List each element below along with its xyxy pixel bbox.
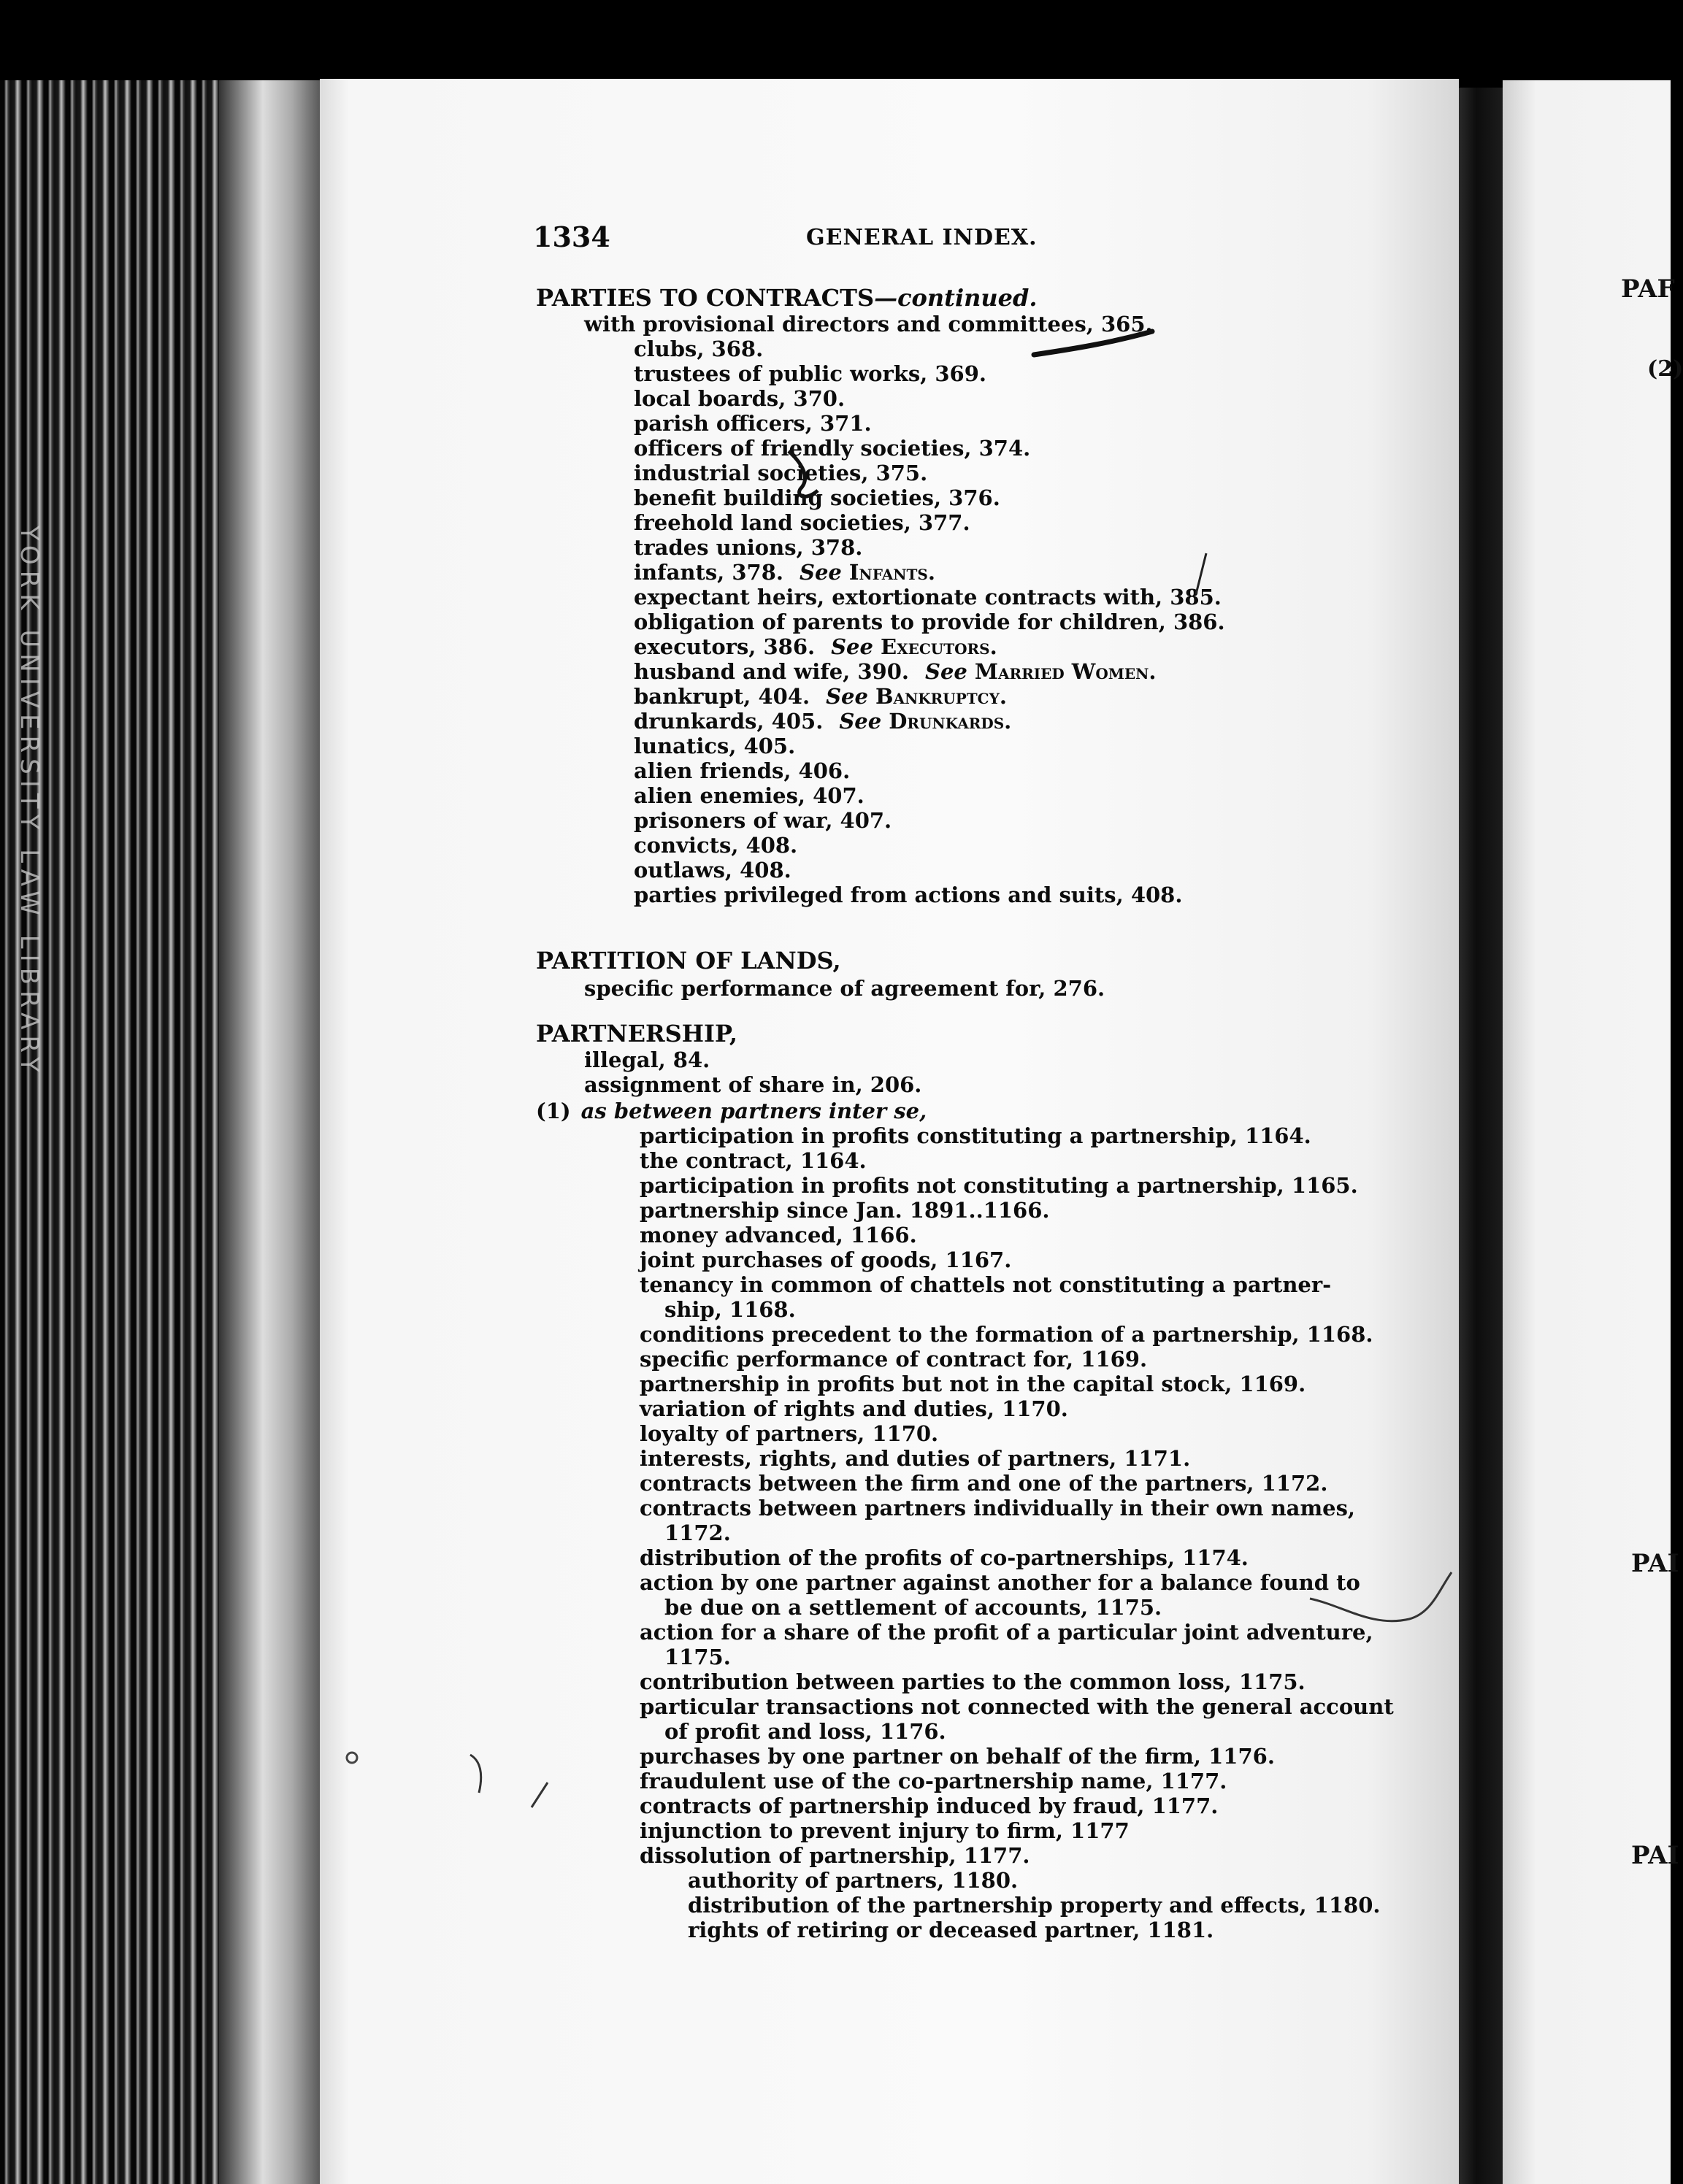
entry-text: fraudulent use of the co-partnership name, 1177. <box>640 1769 1227 1793</box>
entry-text: outlaws, 408. <box>634 858 791 883</box>
entry-text: authority of partners, 1180. <box>688 1868 1019 1893</box>
index-entry <box>584 1073 921 1096</box>
entry-text: clubs, 368. <box>634 337 764 361</box>
entry-text: benefit building societies, 376. <box>634 485 1000 510</box>
index-entry <box>664 1645 731 1669</box>
entry-text: tenancy in common of chattels not constituting a partner- <box>640 1272 1332 1297</box>
index-entry <box>634 883 1182 907</box>
index-entry <box>584 1048 710 1072</box>
entry-text: purchases by one partner on behalf of the firm, 1176. <box>640 1744 1275 1769</box>
right-page-fragment: PAI <box>1631 1841 1679 1870</box>
entry-text: particular transactions not connected with the general account <box>640 1694 1394 1719</box>
entry-text: freehold land societies, 377. <box>634 510 970 535</box>
cross-reference-target: Married Women. <box>974 659 1157 684</box>
entry-text: specific performance of contract for, 1169. <box>640 1347 1148 1372</box>
entry-text: prisoners of war, 407. <box>634 808 892 833</box>
index-entry <box>640 1571 1360 1594</box>
entry-text: participation in profits not constituting a partnership, 1165. <box>640 1173 1358 1198</box>
entry-text: conditions precedent to the formation of a partnership, 1168. <box>640 1322 1373 1347</box>
entry-text: injunction to prevent injury to firm, 1177 <box>640 1818 1130 1843</box>
pen-hook-mark <box>464 1749 494 1800</box>
entry-text: action for a share of the profit of a particular joint adventure, <box>640 1620 1373 1645</box>
entry-text: with provisional directors and committees, 365. <box>584 312 1153 337</box>
index-entry <box>640 1472 1327 1495</box>
entry-text: partnership in profits but not in the capital stock, 1169. <box>640 1372 1306 1396</box>
right-page-fragment: (2) <box>1647 356 1683 382</box>
index-entry <box>640 1149 867 1172</box>
entry-text: joint purchases of goods, 1167. <box>640 1247 1012 1272</box>
see-reference: See <box>800 560 842 585</box>
entry-text: trustees of public works, 369. <box>634 361 986 386</box>
entry-text: parish officers, 371. <box>634 411 872 436</box>
entry-text: loyalty of partners, 1170. <box>640 1421 939 1446</box>
index-entry <box>634 685 1007 708</box>
entry-text: local boards, 370. <box>634 386 846 411</box>
see-reference: See <box>839 709 882 734</box>
pen-check-mark <box>774 442 832 515</box>
index-entry <box>664 1720 946 1743</box>
index-entry <box>640 1323 1373 1346</box>
entry-text: 1175. <box>664 1645 731 1669</box>
index-entry <box>536 1099 927 1123</box>
index-entry <box>634 710 1011 733</box>
index-entry <box>640 1819 1130 1842</box>
index-entry <box>634 784 864 807</box>
entry-text: partnership since Jan. 1891..1166. <box>640 1198 1050 1223</box>
index-entry <box>640 1397 1068 1420</box>
index-entry <box>664 1521 731 1545</box>
index-entry <box>640 1670 1306 1693</box>
entry-text: PARTNERSHIP, <box>536 1020 738 1047</box>
index-entry <box>640 1273 1331 1296</box>
cross-reference-target: Bankruptcy. <box>875 684 1007 709</box>
dust-speck <box>343 1749 361 1766</box>
right-page-fragment: PAF <box>1621 274 1675 304</box>
index-entry <box>640 1248 1011 1272</box>
index-entry <box>640 1769 1227 1793</box>
entry-text: bankrupt, 404. <box>634 684 810 709</box>
index-entry <box>536 1022 737 1045</box>
index-entry <box>640 1620 1373 1644</box>
index-entry <box>634 561 935 584</box>
entry-italic-note: —continued. <box>874 284 1038 312</box>
entry-text: lunatics, 405. <box>634 734 796 758</box>
index-entry <box>640 1199 1050 1222</box>
index-entry <box>664 1596 1162 1619</box>
entry-text: obligation of parents to provide for children, 386. <box>634 610 1225 634</box>
entry-text: contracts of partnership induced by fraud, 1177. <box>640 1793 1219 1818</box>
index-entry <box>634 610 1225 634</box>
entry-text: industrial societies, 375. <box>634 461 928 485</box>
entry-text: trades unions, 378. <box>634 535 863 560</box>
entry-text: PARTITION OF LANDS, <box>536 947 841 974</box>
index-entry <box>640 1794 1218 1818</box>
entry-text: money advanced, 1166. <box>640 1223 917 1247</box>
index-entry <box>634 536 862 559</box>
index-entry <box>664 1298 796 1321</box>
pen-tick-mark <box>526 1778 555 1815</box>
entry-text: assignment of share in, 206. <box>584 1072 922 1097</box>
entry-text: specific performance of agreement for, 276. <box>584 976 1105 1001</box>
index-entry <box>640 1844 1030 1867</box>
index-entry <box>640 1447 1190 1470</box>
library-stamp: YORK UNIVERSITY LAW LIBRARY <box>15 526 44 1078</box>
entry-text: rights of retiring or deceased partner, 1181. <box>688 1918 1214 1942</box>
index-entry <box>640 1422 938 1445</box>
index-entry <box>640 1546 1249 1569</box>
cross-reference-target: Executors. <box>880 634 997 659</box>
entry-text: variation of rights and duties, 1170. <box>640 1396 1068 1421</box>
index-entry <box>640 1695 1394 1718</box>
index-entry <box>640 1174 1358 1197</box>
entry-text: distribution of the profits of co-partnerships, 1174. <box>640 1545 1249 1570</box>
entry-text: drunkards, 405. <box>634 709 824 734</box>
entry-text: expectant heirs, extortionate contracts with, 385. <box>634 585 1222 610</box>
entry-text: be due on a settlement of accounts, 1175. <box>664 1595 1162 1620</box>
index-entry <box>640 1372 1306 1396</box>
entry-text: officers of friendly societies, 374. <box>634 436 1031 461</box>
index-entry <box>640 1745 1275 1768</box>
right-page-fragment: PAI <box>1631 1549 1679 1578</box>
index-entry <box>634 759 850 783</box>
entry-text: of profit and loss, 1176. <box>664 1719 946 1744</box>
pen-underline-mark <box>1030 321 1161 365</box>
entry-text: ship, 1168. <box>664 1297 796 1322</box>
index-entry <box>584 977 1105 1000</box>
page-number: 1334 <box>533 220 610 253</box>
entry-text: alien friends, 406. <box>634 758 851 783</box>
index-entry <box>688 1893 1381 1917</box>
pen-stroke-mark <box>1190 549 1212 600</box>
index-entry <box>634 337 763 361</box>
entry-text: contracts between partners individually in their own names, <box>640 1496 1356 1520</box>
entry-italic-note: as between partners inter se, <box>580 1099 927 1123</box>
index-entry <box>634 362 986 385</box>
entry-text: convicts, 408. <box>634 833 798 858</box>
index-entry <box>634 734 795 758</box>
index-entry <box>640 1124 1311 1147</box>
entry-text: infants, 378. <box>634 560 783 585</box>
index-entry <box>688 1869 1018 1892</box>
entry-text: distribution of the partnership property and effects, 1180. <box>688 1893 1381 1918</box>
entry-text: participation in profits constituting a partnership, 1164. <box>640 1123 1311 1148</box>
entry-text: illegal, 84. <box>584 1047 710 1072</box>
pen-squiggle-mark <box>1307 1555 1460 1635</box>
entry-text: (1) <box>536 1099 571 1123</box>
index-entry <box>634 585 1222 609</box>
index-entry <box>634 635 997 658</box>
see-reference: See <box>925 659 967 684</box>
index-entry <box>688 1918 1214 1942</box>
index-entry <box>536 284 1038 312</box>
entry-text: action by one partner against another for a balance found to <box>640 1570 1360 1595</box>
index-entry <box>634 809 892 832</box>
cross-reference-target: Drunkards. <box>889 709 1012 734</box>
see-reference: See <box>826 684 868 709</box>
entry-text: husband and wife, 390. <box>634 659 909 684</box>
entry-text: interests, rights, and duties of partners, 1171. <box>640 1446 1191 1471</box>
index-entry <box>634 412 872 435</box>
index-entry <box>634 387 845 410</box>
running-title: GENERAL INDEX. <box>806 225 1038 250</box>
entry-text: contracts between the firm and one of the partners, 1172. <box>640 1471 1328 1496</box>
index-entry <box>536 949 841 972</box>
entry-text: alien enemies, 407. <box>634 783 864 808</box>
entry-text: dissolution of partnership, 1177. <box>640 1843 1030 1868</box>
index-entry <box>640 1223 917 1247</box>
index-entry <box>640 1347 1147 1371</box>
entry-text: parties privileged from actions and suits, 408. <box>634 883 1183 907</box>
index-entry <box>634 834 797 857</box>
index-entry <box>634 660 1157 683</box>
index-entry <box>640 1496 1355 1520</box>
entry-text: contribution between parties to the common loss, 1175. <box>640 1669 1306 1694</box>
entry-text: executors, 386. <box>634 634 816 659</box>
see-reference: See <box>831 634 873 659</box>
entry-text: the contract, 1164. <box>640 1148 867 1173</box>
entry-text: PARTIES TO CONTRACTS <box>536 284 875 312</box>
entry-text: 1172. <box>664 1520 731 1545</box>
index-entry <box>634 858 791 882</box>
cross-reference-target: Infants. <box>848 560 935 585</box>
